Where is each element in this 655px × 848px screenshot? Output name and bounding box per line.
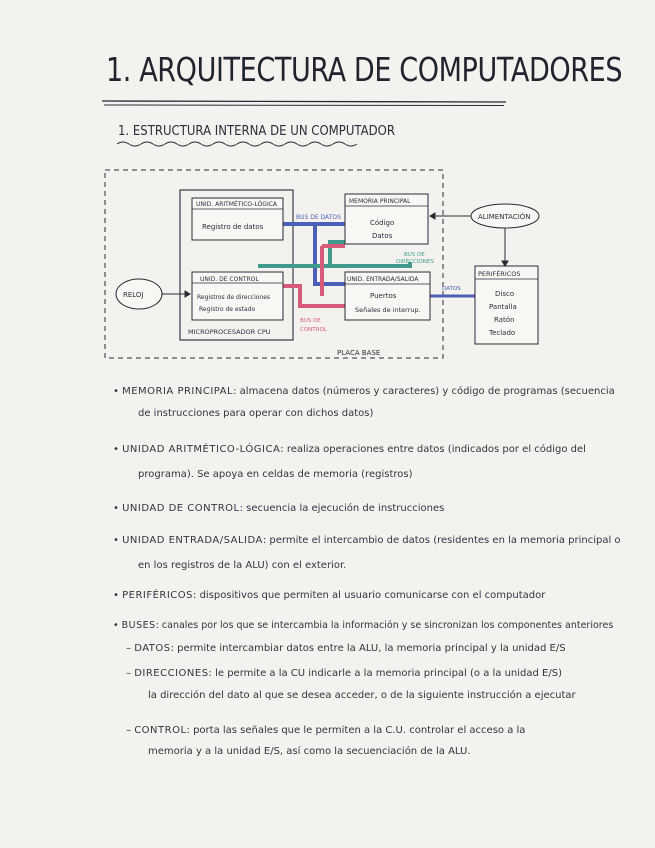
note-text: : permite intercambiar datos entre la ALU, la memoria principal y la unidad E/S — [170, 643, 566, 654]
note-control-unit — [113, 503, 444, 514]
note-text: : permite el intercambio de datos (residentes en la memoria principal o — [262, 535, 621, 546]
control-bus-label-2: CONTROL — [300, 327, 327, 333]
peripheral-item: Disco — [495, 290, 515, 298]
note-continuation: programa). Se apoya en celdas de memoria (registros) — [138, 469, 413, 480]
io-line-2: Señales de interrup. — [355, 306, 421, 314]
note-text: : realiza operaciones entre datos (indicados por el código del — [280, 444, 586, 455]
subnote-control-bus — [126, 725, 525, 736]
note-text: : almacena datos (números y caracteres) y código de programas (secuencia — [233, 386, 615, 397]
note-text: : dispositivos que permiten al usuario comunicarse con el computador — [193, 590, 546, 601]
note-text: : canales por los que se intercambia la información y se sincronizan los componentes anteriores — [155, 620, 614, 631]
note-alu — [113, 444, 586, 455]
alu-register: Registro de datos — [202, 223, 264, 231]
note-term: UNIDAD ARITMÉTICO-LÓGICA — [122, 444, 281, 455]
peripheral-item: Ratón — [494, 316, 515, 324]
note-continuation: la dirección del dato al que se desea acceder, o de la siguiente instrucción a ejecutar — [148, 690, 576, 701]
address-bus-label-1: BUS DE — [404, 252, 425, 258]
note-term: PERIFÉRICOS — [122, 590, 194, 601]
cpu-label: MICROPROCESADOR CPU — [188, 328, 271, 336]
note-buses — [113, 620, 613, 631]
note-text: : porta las señales que le permiten a la C.U. controlar el acceso a la — [186, 725, 526, 736]
bullet-icon: • — [113, 590, 119, 601]
note-text: : secuencia la ejecución de instrucciones — [239, 503, 445, 514]
memory-line-1: Código — [370, 219, 395, 227]
bullet-icon: • — [113, 386, 119, 397]
io-title: UNID. ENTRADA/SALIDA — [347, 276, 419, 283]
note-term: CONTROL — [134, 725, 187, 736]
cu-register-2: Registro de estado — [199, 306, 256, 313]
note-peripherals — [113, 590, 545, 601]
dash-icon: – — [126, 643, 131, 654]
memory-title: MEMORIA PRINCIPAL — [349, 198, 411, 205]
memory-line-2: Datos — [372, 232, 393, 240]
note-term: UNIDAD DE CONTROL — [122, 503, 240, 514]
subnote-address-bus — [126, 668, 562, 679]
cu-title: UNID. DE CONTROL — [200, 276, 259, 283]
peripheral-item: Teclado — [489, 329, 516, 337]
bullet-icon: • — [113, 535, 119, 546]
bullet-icon: • — [113, 620, 119, 631]
note-continuation: en los registros de la ALU) con el exterior. — [138, 560, 347, 571]
data-bus — [283, 224, 345, 284]
section-heading: 1. ESTRUCTURA INTERNA DE UN COMPUTADOR — [118, 124, 395, 139]
dash-icon: – — [126, 668, 131, 679]
alu-title: UNID. ARITMÉTICO-LÓGICA — [196, 201, 278, 208]
power-label: ALIMENTACIÓN — [478, 213, 531, 221]
note-io-unit — [113, 535, 621, 546]
note-term: MEMORIA PRINCIPAL — [122, 386, 234, 397]
note-term: BUSES — [121, 620, 156, 631]
subnote-data-bus — [126, 643, 566, 654]
note-term: DATOS — [134, 643, 171, 654]
note-term: UNIDAD ENTRADA/SALIDA — [122, 535, 263, 546]
clock-label: RELOJ — [123, 291, 144, 299]
peripheral-item: Pantalla — [489, 303, 517, 311]
dash-icon: – — [126, 725, 131, 736]
bullet-icon: • — [113, 444, 119, 455]
control-bus-label-1: BUS DE — [300, 318, 321, 324]
address-bus-label-2: DIRECCIONES — [396, 259, 434, 265]
note-main-memory — [113, 386, 615, 397]
page-title: 1. ARQUITECTURA DE COMPUTADORES — [106, 50, 623, 89]
motherboard-label: PLACA BASE — [337, 349, 381, 357]
note-text: : le permite a la CU indicarle a la memoria principal (o a la unidad E/S) — [208, 668, 562, 679]
note-continuation: memoria y a la unidad E/S, así como la secuenciación de la ALU. — [148, 746, 471, 757]
bullet-icon: • — [113, 503, 119, 514]
io-data-bus-label: DATOS — [442, 286, 461, 292]
note-continuation: de instrucciones para operar con dichos datos) — [138, 408, 374, 419]
data-bus-label: BUS DE DATOS — [296, 214, 341, 221]
peripherals-title: PERIFÉRICOS — [478, 270, 521, 278]
io-line-1: Puertos — [370, 292, 397, 300]
note-term: DIRECCIONES — [134, 668, 209, 679]
cu-register-1: Registros de direcciones — [197, 294, 271, 301]
